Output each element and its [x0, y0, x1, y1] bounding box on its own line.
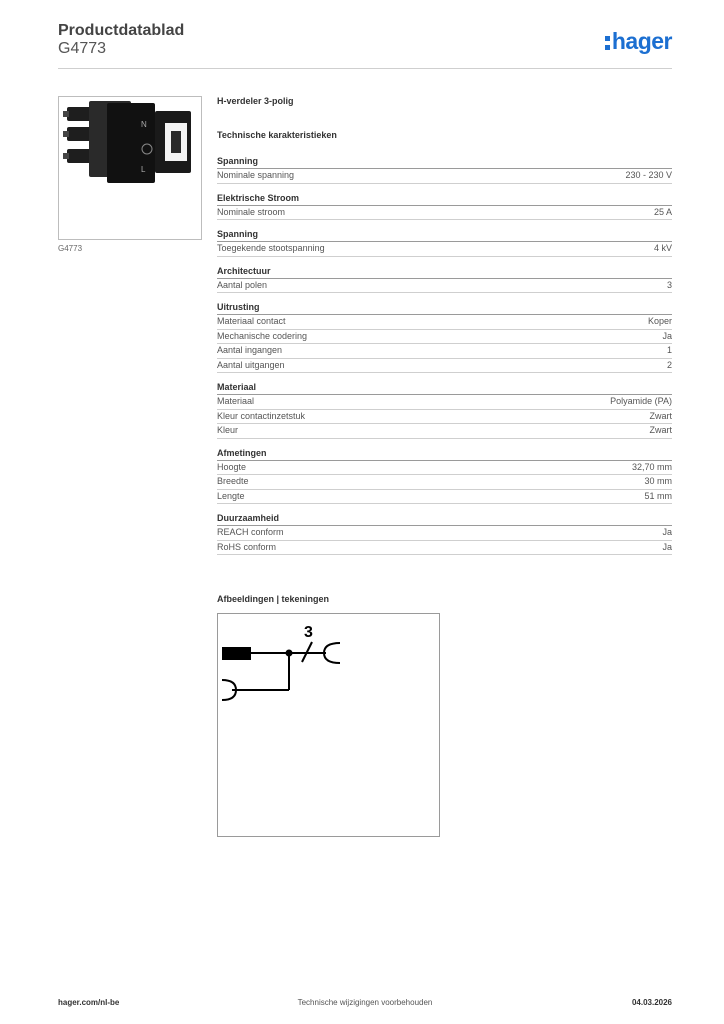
spec-label: Materiaal contact	[217, 316, 286, 326]
spec-group-title: Elektrische Stroom	[217, 193, 672, 206]
spec-row	[217, 315, 672, 330]
spec-group-title: Spanning	[217, 229, 672, 242]
hager-logo	[605, 28, 672, 55]
spec-row	[217, 541, 672, 556]
spec-groups	[217, 156, 672, 555]
spec-group-title: Afmetingen	[217, 448, 672, 461]
spec-value: Ja	[662, 541, 672, 552]
spec-group	[217, 513, 672, 555]
spec-value: 1	[666, 345, 672, 355]
drawings-title: Afbeeldingen | tekeningen	[217, 594, 330, 604]
spec-value: 32,70 mm	[631, 461, 672, 472]
spec-value: 25 A	[653, 206, 672, 217]
spec-value: 2	[666, 359, 672, 370]
spec-value: Zwart	[649, 425, 672, 435]
spec-group	[217, 193, 672, 221]
connector-product-photo-icon	[59, 97, 201, 239]
spec-label: Kleur contactinzetstuk	[217, 410, 306, 421]
spec-label: Materiaal	[217, 396, 255, 406]
product-image	[58, 96, 202, 240]
spec-label: Nominale stroom	[217, 206, 286, 217]
spec-row	[217, 206, 672, 221]
spec-label: Hoogte	[217, 461, 247, 472]
spec-value: 3	[666, 279, 672, 290]
spec-label: Breedte	[217, 476, 249, 486]
spec-label: Lengte	[217, 490, 245, 501]
spec-value: 51 mm	[644, 490, 672, 501]
spec-label: Mechanische codering	[217, 330, 308, 341]
spec-value: Koper	[647, 316, 672, 326]
spec-label: Kleur	[217, 425, 239, 435]
spec-group	[217, 382, 672, 439]
spec-row	[217, 475, 672, 490]
svg-text:N: N	[141, 120, 147, 129]
logo-text: hager	[611, 28, 672, 54]
spec-label: Aantal ingangen	[217, 345, 283, 355]
svg-text:L: L	[141, 165, 146, 174]
spec-label: Aantal polen	[217, 279, 268, 290]
spec-row	[217, 526, 672, 541]
spec-label: Aantal uitgangen	[217, 359, 285, 370]
spec-group	[217, 266, 672, 294]
page-header	[58, 22, 672, 69]
spec-row	[217, 330, 672, 345]
spec-label: REACH conform	[217, 527, 284, 537]
spec-group	[217, 229, 672, 257]
spec-label: RoHS conform	[217, 541, 277, 552]
circuit-symbol-drawing	[217, 613, 440, 837]
spec-row	[217, 395, 672, 410]
spec-row	[217, 359, 672, 374]
document-title: Productdatablad	[58, 22, 185, 39]
spec-content	[217, 96, 672, 555]
spec-group	[217, 302, 672, 373]
spec-value: Zwart	[649, 410, 672, 421]
spec-group	[217, 448, 672, 505]
spec-row	[217, 461, 672, 476]
pole-count-label: 3	[304, 624, 313, 641]
image-caption: G4773	[58, 244, 83, 253]
spec-value: 4 kV	[653, 243, 672, 253]
footer-disclaimer: Technische wijzigingen voorbehouden	[297, 998, 433, 1007]
spec-label: Nominale spanning	[217, 170, 295, 180]
spec-group-title: Materiaal	[217, 382, 672, 395]
spec-row	[217, 344, 672, 359]
spec-row	[217, 424, 672, 439]
spec-value: Polyamide (PA)	[610, 396, 672, 406]
spec-row	[217, 490, 672, 505]
product-name: H-verdeler 3-polig	[217, 96, 294, 106]
spec-row	[217, 242, 672, 257]
spec-value: 30 mm	[644, 476, 672, 486]
spec-row	[217, 279, 672, 294]
spec-group-title: Spanning	[217, 156, 672, 169]
spec-group-title: Uitrusting	[217, 302, 672, 315]
spec-row	[217, 169, 672, 184]
spec-value: 230 - 230 V	[625, 170, 672, 180]
spec-value: Ja	[662, 330, 672, 341]
circuit-diagram-icon	[218, 614, 439, 836]
spec-label: Toegekende stootspanning	[217, 243, 325, 253]
spec-row	[217, 410, 672, 425]
spec-group	[217, 156, 672, 184]
specs-section-title: Technische karakteristieken	[217, 130, 337, 140]
footer-website: hager.com/nl-be	[58, 998, 120, 1007]
spec-group-title: Duurzaamheid	[217, 513, 672, 526]
footer-date: 04.03.2026	[631, 998, 672, 1007]
product-code: G4773	[58, 40, 107, 57]
spec-value: Ja	[662, 527, 672, 537]
spec-group-title: Architectuur	[217, 266, 672, 279]
logo-dots-icon	[605, 36, 610, 50]
